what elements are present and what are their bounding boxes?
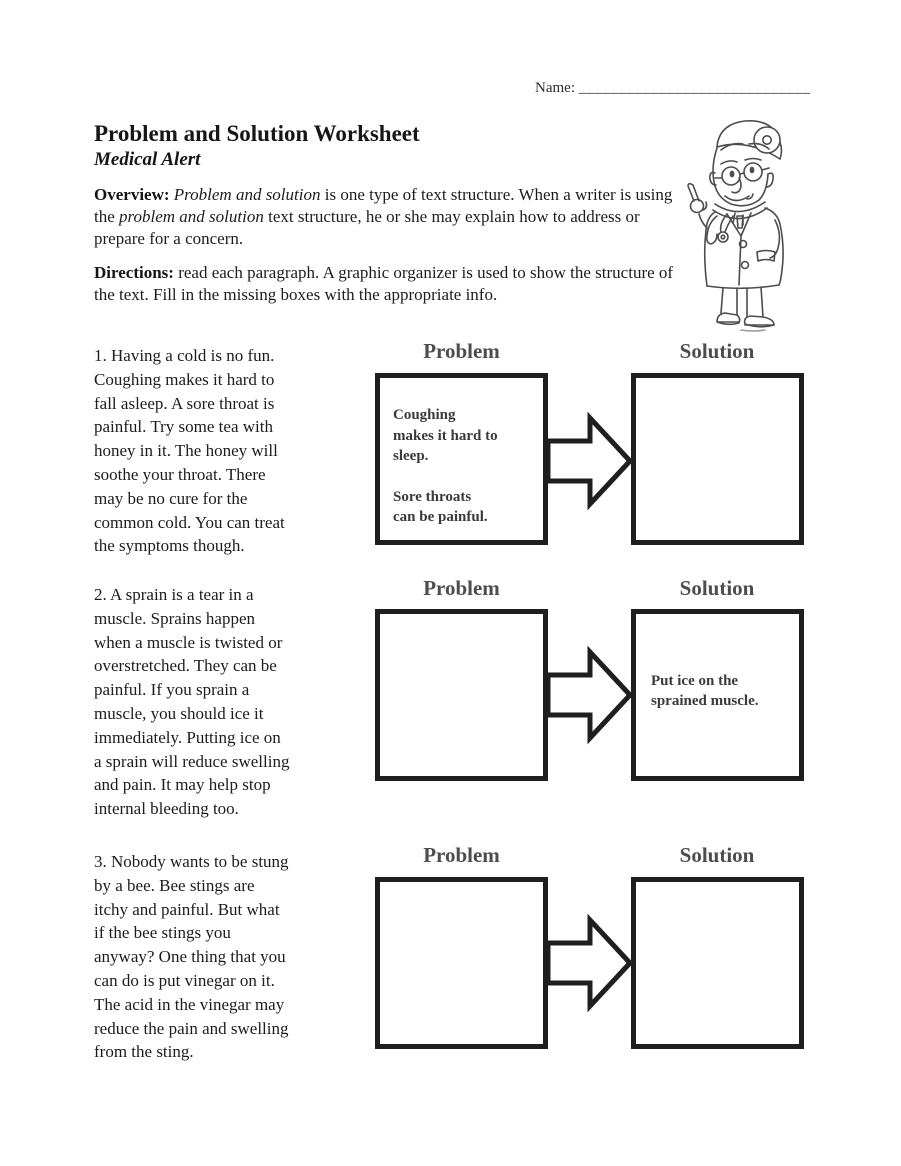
solution-label-1: Solution: [679, 339, 755, 363]
doctor-clipart: [681, 116, 802, 332]
overview-paragraph: Overview: Problem and solution is one type of text structure. When a writer is using the problem and solution text structure, he or she may explain how to address or prepare for a concern.: [94, 185, 673, 248]
reading-paragraph-2: 2. A sprain is a tear in a muscle. Sprains happen when a muscle is twisted or overstretched. They can be painful. If you sprain a muscle, you should ice it immediately. Putting ice on a sprain will reduce swelling and pain. It may help stop internal bleeding too.: [94, 585, 290, 819]
problem-note: Sore throats can be painful.: [393, 488, 488, 525]
solution-box-3-blank[interactable]: [631, 877, 804, 1049]
overview-italic-term-2: problem and solution: [119, 207, 264, 226]
problem-box-3-blank[interactable]: [375, 877, 548, 1049]
right-block-arrow-3: [546, 913, 634, 1013]
reading-paragraph-1: 1. Having a cold is no fun. Coughing makes it hard to fall asleep. A sore throat is painful. Try some tea with honey in it. The honey will soothe your throat. There may be no cure for the common cold. You can treat the symptoms though.: [94, 346, 285, 556]
problem-box-1: [375, 373, 548, 545]
reading-paragraph-3: 3. Nobody wants to be stung by a bee. Bee stings are itchy and painful. But what if the bee stings you anyway? One thing that you can do is put vinegar on it. The acid in the vinegar may reduce the pain and swelling from the sting.: [94, 852, 289, 1062]
problem-label-1: Problem: [423, 339, 500, 363]
problem-label-3: Problem: [423, 843, 500, 867]
problem-label-2: Problem: [423, 576, 500, 600]
page-subtitle: Medical Alert: [94, 149, 201, 170]
page-title: Problem and Solution Worksheet: [94, 121, 420, 146]
solution-box-1-blank[interactable]: [631, 373, 804, 545]
solution-note: Put ice on the sprained muscle.: [651, 672, 759, 709]
overview-italic-term: Problem and solution: [173, 185, 321, 204]
problem-box-2-blank[interactable]: [375, 609, 548, 781]
overview-label: Overview:: [94, 185, 174, 204]
solution-label-3: Solution: [679, 843, 755, 867]
directions-label: Directions:: [94, 263, 179, 282]
directions-paragraph: Directions: read each paragraph. A graphic organizer is used to show the structure of the text. Fill in the missing boxes with the appropriate info.: [94, 263, 674, 304]
solution-label-2: Solution: [679, 576, 755, 600]
name-label: Name:: [535, 80, 575, 96]
problem-note: Coughing makes it hard to sleep.: [393, 407, 498, 464]
solution-box-2: [631, 609, 804, 781]
name-blank-line[interactable]: _____________________________: [578, 80, 811, 96]
name-field: [535, 80, 811, 97]
right-block-arrow-1: [546, 411, 634, 511]
right-block-arrow-2: [546, 645, 634, 745]
